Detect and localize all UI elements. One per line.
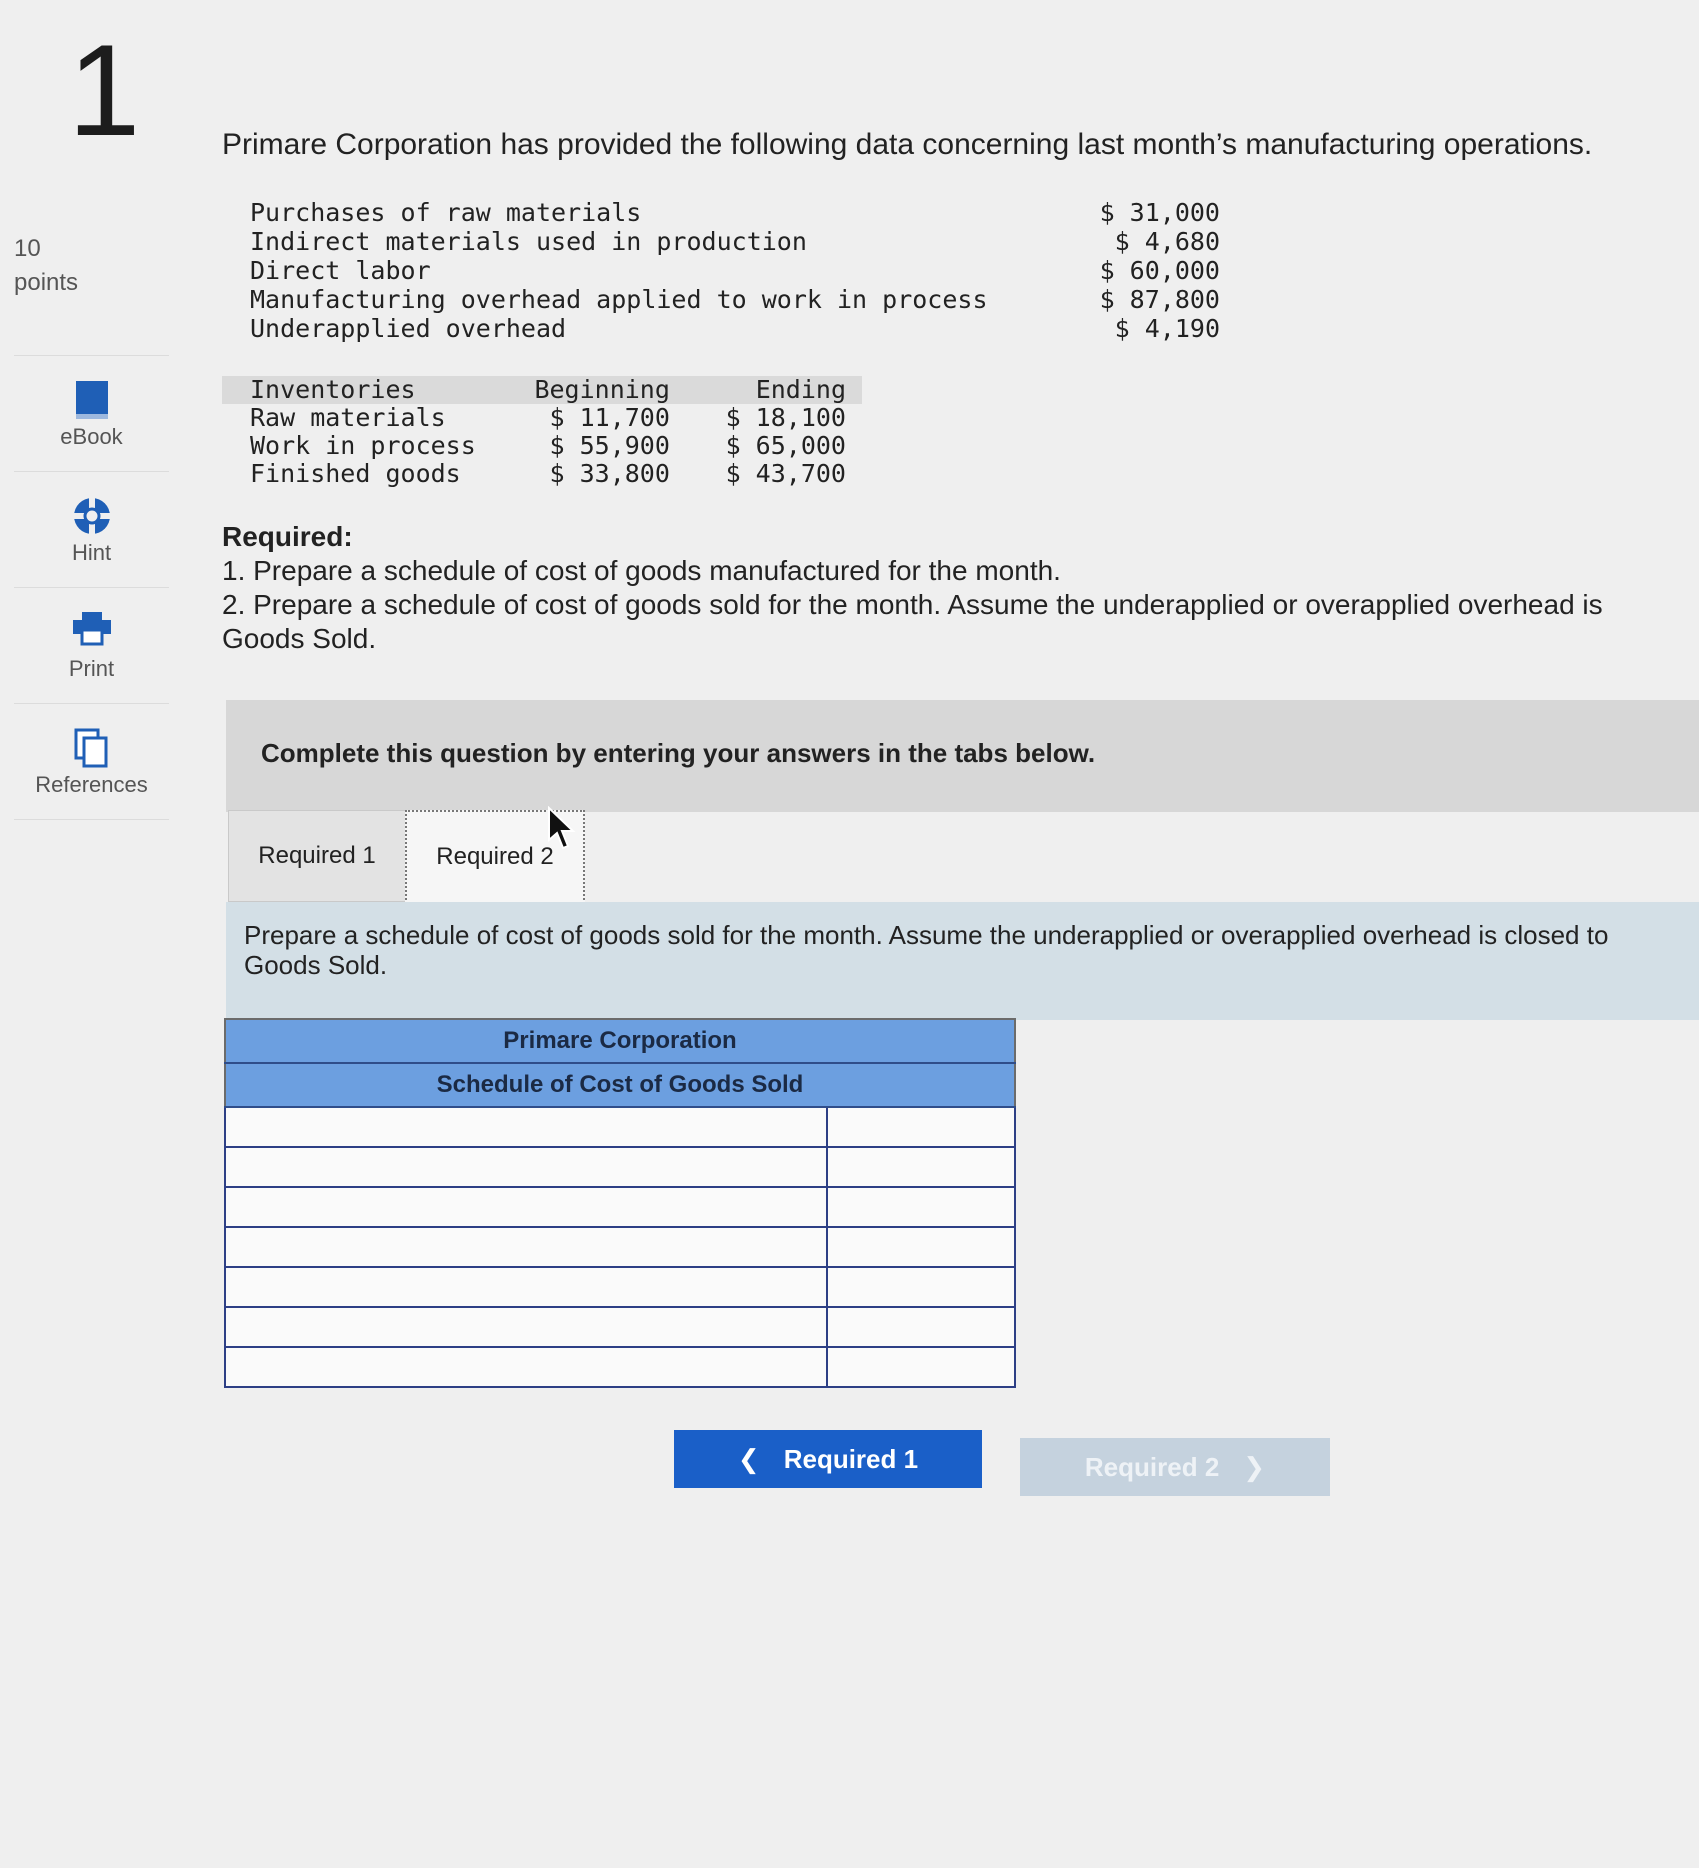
amount-input[interactable] [828,1188,1014,1226]
data-row [250,314,1220,343]
label-dropdown[interactable] [226,1188,826,1226]
inventories-header-row [222,376,862,404]
ebook-label: eBook [60,424,123,449]
inventory-label: Finished goods [250,459,461,488]
mouse-cursor-icon [547,806,577,857]
prev-required-button[interactable] [674,1430,982,1488]
table-row [225,1307,1015,1347]
printer-icon [72,612,112,651]
amount-input[interactable] [828,1348,1014,1386]
data-row [250,256,1220,285]
hint-button[interactable] [14,471,169,587]
chevron-right-icon: ❯ [1243,1452,1266,1482]
beginning-value: $ 11,700 [549,403,670,432]
data-value: $ 31,000 [1099,198,1220,227]
copy-icon [74,728,110,773]
problem-intro: Primare Corporation has provided the following data concerning last month’s manufacturing operations. [222,128,1593,161]
schedule-company-row [225,1019,1015,1063]
instruction-banner [226,700,1699,812]
inventory-label: Raw materials [250,403,446,432]
label-dropdown[interactable] [226,1268,826,1306]
tab-instructions [226,902,1699,1020]
cost-data-table [250,198,1220,343]
schedule-title: Schedule of Cost of Goods Sold [225,1063,1015,1107]
banner-text: Complete this question by entering your answers in the tabs below. [261,738,1096,768]
print-button[interactable] [14,587,169,703]
required-item: Goods Sold. [222,623,377,654]
points-value: 10 [14,235,41,262]
data-row [250,285,1220,314]
beginning-header: Beginning [494,376,686,404]
amount-input[interactable] [828,1308,1014,1346]
tab-instructions-line: Goods Sold. [244,950,388,980]
table-row [222,432,862,460]
schedule-company: Primare Corporation [225,1019,1015,1063]
ending-value: $ 18,100 [725,403,846,432]
question-number: 1 [68,17,141,163]
references-label: References [35,772,148,797]
prev-required-label: Required 1 [783,1444,919,1474]
tab-required-1[interactable]: Required 1 [228,810,406,902]
table-row [225,1107,1015,1147]
label-dropdown[interactable] [226,1348,826,1386]
cogs-schedule-table [224,1018,1016,1388]
data-value: $ 87,800 [1099,285,1220,314]
label-dropdown[interactable] [226,1148,826,1186]
data-label: Direct labor [250,256,431,285]
table-row [225,1267,1015,1307]
tab-instructions-text [244,920,1699,980]
schedule-title-row [225,1063,1015,1107]
next-required-button[interactable] [1020,1438,1330,1496]
chevron-left-icon: ❮ [737,1444,760,1474]
print-label: Print [68,656,115,681]
beginning-value: $ 55,900 [549,431,670,460]
label-dropdown[interactable] [226,1228,826,1266]
data-value: $ 60,000 [1099,256,1220,285]
points-label: points [14,269,79,296]
hint-label: Hint [71,540,112,565]
inventories-header: Inventories [222,376,494,404]
amount-input[interactable] [828,1108,1014,1146]
required-section [222,520,1699,656]
lifebuoy-icon [72,496,112,541]
ending-value: $ 65,000 [725,431,846,460]
table-row [222,460,862,488]
table-row [222,404,862,432]
beginning-value: $ 33,800 [549,459,670,488]
references-button[interactable] [14,703,169,820]
amount-input[interactable] [828,1228,1014,1266]
data-row [250,227,1220,256]
required-item: 1. Prepare a schedule of cost of goods manufactured for the month. [222,555,1061,586]
next-required-label: Required 2 [1084,1452,1220,1482]
amount-input[interactable] [828,1148,1014,1186]
tab-instructions-line: Prepare a schedule of cost of goods sold for the month. Assume the underapplied or overapplied overhead is closed to [244,920,1609,950]
data-value: $ 4,680 [1114,227,1220,256]
required-title: Required: [222,521,353,552]
book-icon [75,380,109,425]
inventory-label: Work in process [250,431,476,460]
data-value: $ 4,190 [1114,314,1220,343]
data-label: Manufacturing overhead applied to work in process [250,285,988,314]
label-dropdown[interactable] [226,1108,826,1146]
table-row [225,1347,1015,1387]
table-row [225,1147,1015,1187]
required-item: 2. Prepare a schedule of cost of goods sold for the month. Assume the underapplied or overapplied overhead is [222,589,1603,620]
points-indicator [14,232,78,300]
ebook-button[interactable] [14,355,169,471]
tab-required-2[interactable]: Required 2 [405,810,585,904]
inventories-table [222,376,862,488]
data-label: Purchases of raw materials [250,198,642,227]
data-row [250,198,1220,227]
amount-input[interactable] [828,1268,1014,1306]
table-row [225,1227,1015,1267]
table-row [225,1187,1015,1227]
ending-value: $ 43,700 [725,459,846,488]
data-label: Indirect materials used in production [250,227,807,256]
label-dropdown[interactable] [226,1308,826,1346]
side-tools [14,355,169,820]
data-label: Underapplied overhead [250,314,567,343]
ending-header: Ending [686,376,862,404]
